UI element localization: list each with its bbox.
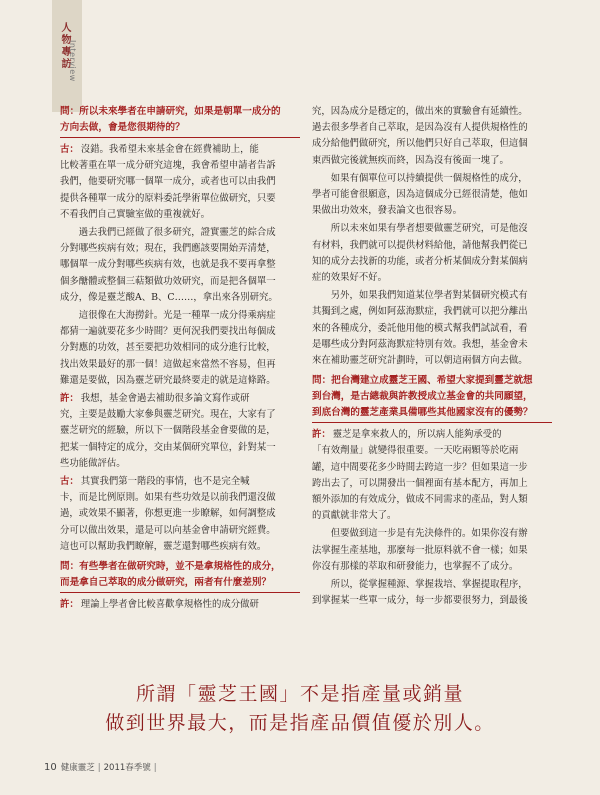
text-line: 所以，從掌握種源、掌握栽培、掌握提取程序，	[312, 579, 528, 591]
speaker-label: 許：	[312, 429, 331, 441]
text-line: 過去很多學者自己萃取，是因為沒有人提供規格性的	[312, 122, 528, 134]
text-line: 到掌握某一些單一成分，每一步都要很努力，到最後	[312, 595, 528, 607]
text-line: 有材料，我們就可以提供材料給他，請他幫我們從已	[312, 239, 528, 251]
left-column	[60, 104, 300, 615]
text-line: 個多醣體或整個三萜類做功效研究，而是把各個單一	[60, 275, 276, 287]
question-line: 到台灣，是古總裁與許教授成立基金會的共同願望，	[312, 391, 533, 403]
text-line: 把某一個特定的成分，交由某個研究單位，針對某一	[60, 441, 276, 453]
text-line: 分對哪些疾病有效；現在，我們應該要開始弄清楚，	[60, 243, 276, 255]
text-line: 過，或效果不顯著，你想更進一步瞭解，如何調整成	[60, 508, 276, 520]
text-line: 究，主要是鼓勵大家參與靈芝研究。現在，大家有了	[60, 409, 276, 421]
text-line: 哪個單一成分對哪些疾病有效，也就是我不要再拿整	[60, 259, 276, 271]
text-line: 東西做完後就無疾而終，因為沒有後面一塊了。	[312, 154, 509, 166]
text-line: 症的效果好不好。	[312, 272, 388, 284]
text-line: 提供各種單一成分的原料委託學術單位做研究，只要	[60, 192, 276, 204]
text-line: 沒錯。我希望未來基金會在經費補助上，能	[80, 144, 259, 155]
answer-paragraph	[60, 391, 300, 472]
question-3	[312, 373, 552, 423]
text-line: 所以未來如果有學者想要做靈芝研究，可是他沒	[312, 223, 528, 235]
text-line: 跨出去了，可以開發出一個裡面有基本配方，再加上	[312, 477, 528, 489]
answer-paragraph	[312, 288, 552, 369]
text-line: 這也可以幫助我們瞭解，靈芝還對哪些疾病有效。	[60, 540, 267, 552]
answer-paragraph	[60, 597, 300, 613]
text-line: 不看我們自己實驗室做的重複就好。	[60, 208, 211, 220]
speaker-label: 許：	[60, 599, 79, 611]
answer-paragraph	[312, 171, 552, 220]
text-line: 卡，而是比例原則。如果有些功效是以前我們還沒做	[60, 492, 276, 504]
question-line: 到底台灣的靈芝產業具備哪些其他國家沒有的優勢？	[312, 407, 533, 419]
speaker-label: 古：	[60, 476, 79, 488]
text-line: 比較著重在單一成分研究這塊，我會希望申請者告訴	[60, 160, 276, 172]
text-line: 是哪些成分對阿茲海默症特別有效。我想，基金會未	[312, 338, 528, 350]
text-line: 來的各種成分，委託他用他的模式幫我們試試看，看	[312, 322, 528, 334]
text-line: 罐，這中間要花多少時間去跨這一步？但如果這一步	[312, 461, 528, 473]
answer-paragraph	[312, 104, 552, 169]
text-line: 其獨到之處，例如阿茲海默症，我們就可以把分離出	[312, 306, 528, 318]
text-line: 成分給他們做研究，所以他們只好自己萃取，但這個	[312, 138, 528, 150]
question-line: 方向去做，會是您很期待的？	[60, 122, 185, 133]
section-subtitle: Interview	[68, 40, 77, 82]
text-line: 如果有個單位可以持續提供一個規格性的成分，	[312, 172, 528, 184]
text-line: 法掌握生產基地，那麼每一批原料就不會一樣；如果	[312, 544, 528, 556]
text-line: 的貢獻就非常大了。	[312, 510, 397, 522]
text-line: 過去我們已經做了很多研究，證實靈芝的綜合成	[60, 227, 276, 239]
answer-paragraph	[312, 577, 552, 609]
text-line: 分對應的功效，甚至要把功效相同的成分進行比較，	[60, 342, 276, 354]
text-line: 都猜一遍就要花多少時間？更何況我們要找出每個成	[60, 326, 276, 338]
text-line: 我們，他要研究哪一個單一成分，或者也可以由我們	[60, 176, 276, 188]
speaker-label: 古：	[60, 144, 79, 155]
page-number: 10	[44, 762, 57, 773]
right-column	[312, 104, 552, 611]
pull-quote-line: 做到世界最大，而是指產品價值優於別人。	[105, 712, 495, 734]
text-line: 成分，像是靈芝酸A、B、C……，拿出來各別研究。	[60, 291, 278, 303]
question-1	[60, 104, 300, 138]
question-line: 而是拿自己萃取的成分做研究，兩者有什麼差別？	[60, 577, 272, 589]
text-line: 額外添加的有效成分，做成不同需求的產品，對人類	[312, 494, 528, 506]
answer-paragraph	[60, 225, 300, 306]
section-title: 人物專訪	[59, 22, 70, 70]
pull-quote	[40, 680, 560, 738]
answer-paragraph	[60, 142, 300, 223]
text-line: 知的成分去找新的功能，或者分析某個成分對某個病	[312, 255, 528, 267]
answer-paragraph	[312, 221, 552, 286]
issue-label: 2011春季號	[103, 763, 151, 773]
speaker-label: 許：	[60, 393, 79, 405]
answer-paragraph	[60, 308, 300, 389]
text-line: 來在補助靈芝研究計劃時，可以朝這兩個方向去做。	[312, 355, 528, 367]
page-footer	[44, 761, 160, 773]
text-line: 這很像在大海撈針。光是一種單一成分得乘病症	[60, 310, 276, 322]
text-line: 學者可能會很願意，因為這個成分已經很清楚，他如	[312, 189, 528, 201]
text-line: 但要做到這一步是有先決條件的。如果你沒有辦	[312, 528, 528, 540]
text-line: 難還是要做，因為靈芝研究最終要走的就是這條路。	[60, 374, 276, 386]
text-line: 靈芝研究的經驗，所以下一個階段基金會要做的是，	[60, 425, 276, 437]
text-line: 其實我們第一階段的事情，也不是完全喊	[80, 476, 250, 488]
text-line: 我想，基金會過去補助很多論文寫作或研	[80, 393, 250, 405]
question-line: 問：有些學者在做研究時，並不是拿規格性的成分，	[60, 561, 281, 573]
answer-paragraph	[60, 474, 300, 555]
text-line: 理論上學者會比較喜歡拿規格性的成分做研	[80, 599, 259, 611]
footer-separator: |	[153, 763, 157, 773]
text-line: 你沒有那樣的萃取和研發能力，也掌握不了成分。	[312, 560, 519, 572]
pull-quote-line: 所謂「靈芝王國」不是指產量或銷量	[135, 683, 464, 705]
footer-separator: |	[97, 763, 101, 773]
answer-paragraph	[312, 526, 552, 575]
answer-paragraph	[312, 427, 552, 524]
magazine-name: 健康靈芝	[60, 763, 95, 773]
text-line: 找出效果最好的那一個！這做起來當然不容易，但再	[60, 358, 276, 370]
question-line: 問：所以未來學者在申請研究，如果是朝單一成分的	[60, 106, 281, 117]
text-line: 果做出功效來，發表論文也很容易。	[312, 205, 463, 217]
text-line: 另外，如果我們知道某位學者對某個研究模式有	[312, 290, 528, 302]
text-line: 分可以做出效果，還是可以向基金會申請研究經費。	[60, 524, 276, 536]
text-line: 究，因為成分是穩定的，做出來的實驗會有延續性。	[312, 106, 528, 117]
text-line: 靈芝是拿來救人的，所以病人能夠承受的	[332, 429, 502, 441]
text-line: 「有效劑量」就變得很重要。一天吃兩顆等於吃兩	[312, 445, 519, 457]
question-line: 問：把台灣建立成靈芝王國、希望大家提到靈芝就想	[312, 375, 533, 387]
text-line: 些功能做評估。	[60, 457, 126, 469]
question-2	[60, 559, 300, 593]
